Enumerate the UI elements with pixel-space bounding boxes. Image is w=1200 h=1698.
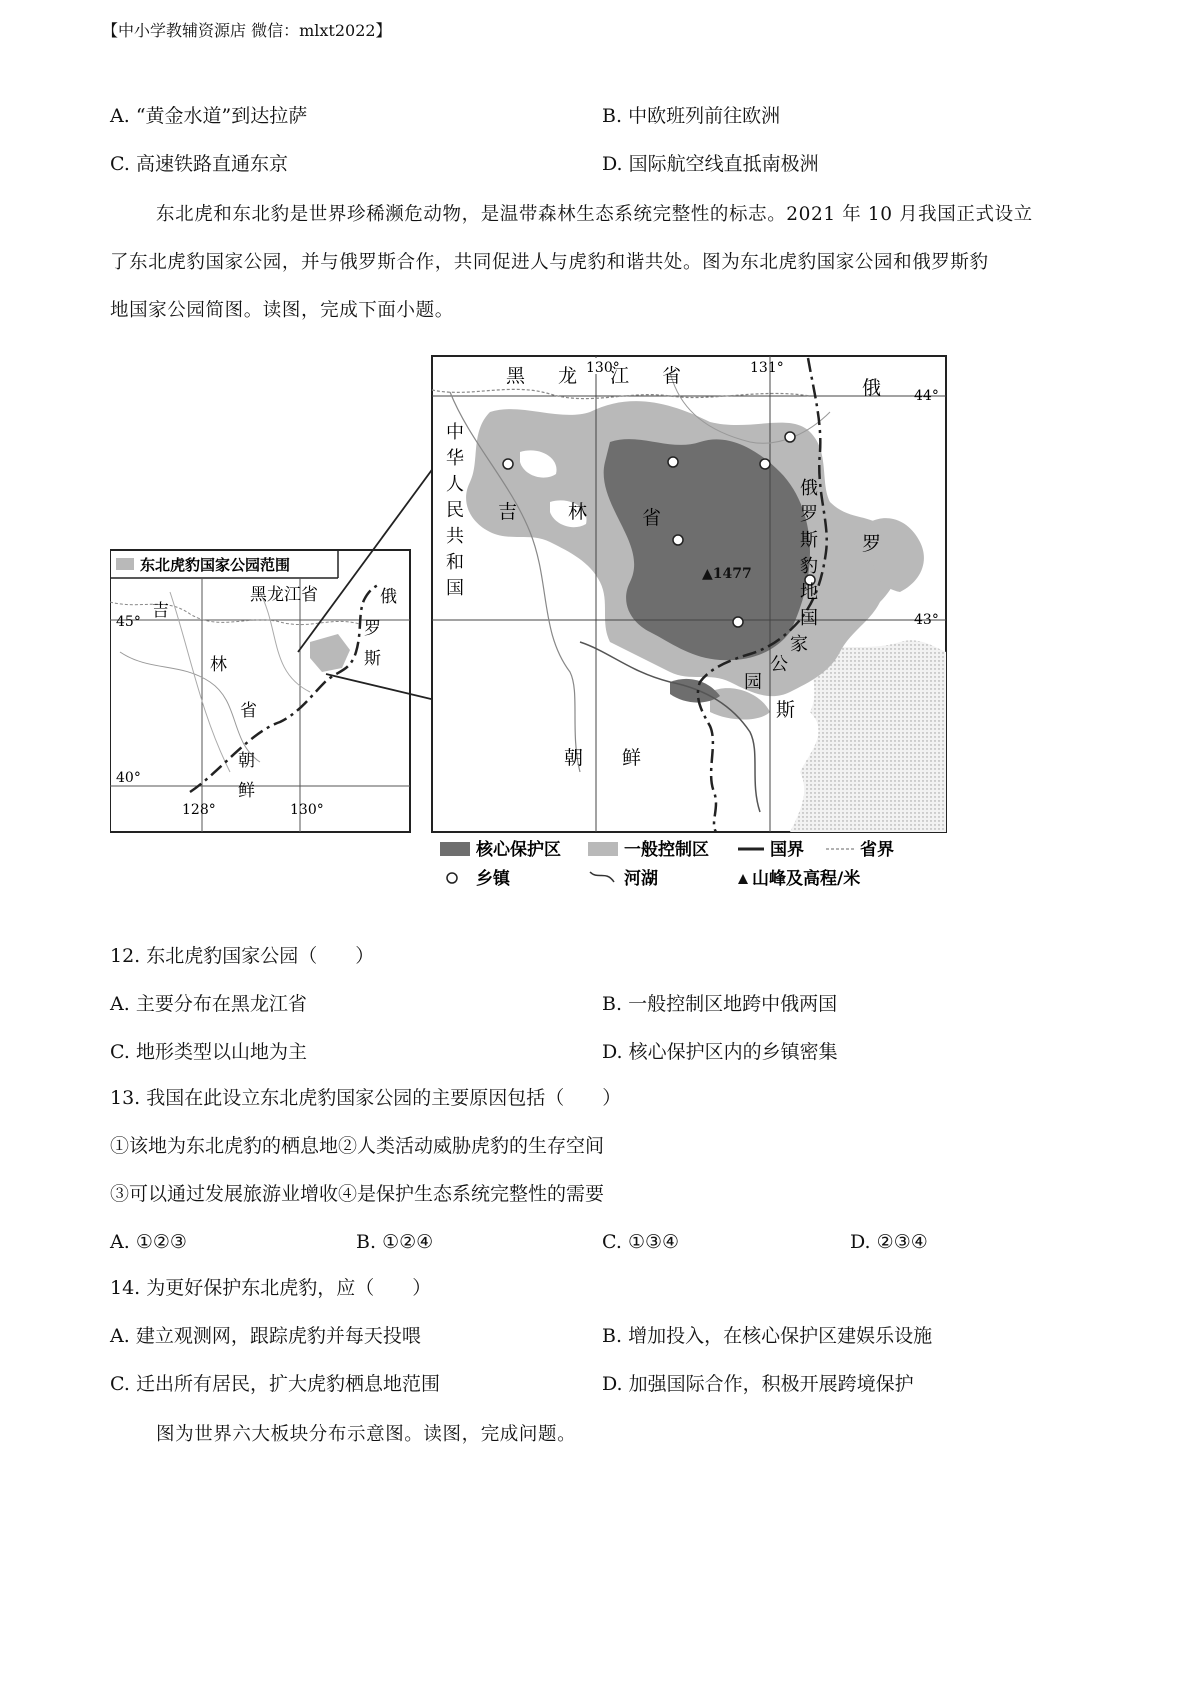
main-label-rp-3: 豹: [800, 556, 818, 577]
q12-option-d: [602, 1040, 838, 1064]
inset-label-luo: 罗: [364, 619, 381, 639]
main-label-lin: 林: [568, 501, 588, 523]
main-label-rp-1: 罗: [800, 504, 818, 525]
q13-option-c: [602, 1230, 679, 1254]
option-label: A.: [110, 105, 130, 127]
main-label-rp-4: 地: [800, 582, 818, 603]
intro-line-3: 地国家公园简图。读图，完成下面小题。: [110, 300, 454, 321]
inset-legend-title: 东北虎豹国家公园范围: [140, 556, 291, 574]
main-label-rp-7: 公: [770, 654, 788, 675]
option-label: A.: [110, 993, 130, 1015]
main-label-sheng1: 省: [662, 365, 682, 387]
option-text: 核心保护区内的乡镇密集: [628, 1041, 838, 1063]
q14-option-c: [110, 1372, 440, 1396]
option-label: D.: [602, 153, 623, 175]
town-marker: [503, 459, 513, 469]
peak-label: ▲1477: [702, 566, 752, 582]
q14-option-d: [602, 1372, 914, 1396]
map-legend: [440, 839, 894, 889]
legend-border-label: 国界: [770, 840, 804, 860]
intro-line-2: 了东北虎豹国家公园，并与俄罗斯合作，共同促进人与虎豹和谐共处。图为东北虎豹国家公园和俄罗斯豹: [110, 252, 989, 273]
header-watermark: 【中小学教辅资源店 微信：mlxt2022】: [102, 21, 392, 40]
option-label: D.: [602, 1041, 623, 1063]
town-marker: [668, 457, 678, 467]
option-text: ②③④: [876, 1231, 928, 1253]
main-lat-44: 44°: [914, 388, 939, 404]
inset-map: [110, 550, 410, 832]
legend-core-swatch: [440, 842, 470, 856]
main-label-china-0: 中: [446, 422, 464, 443]
legend-river-label: 河湖: [624, 869, 658, 889]
inset-label-lin: 林: [210, 655, 227, 675]
option-text: “黄金水道”到达拉萨: [135, 105, 308, 127]
town-marker: [785, 432, 795, 442]
option-text: 国际航空线直抵南极洲: [628, 153, 819, 175]
main-label-china-2: 人: [446, 474, 464, 495]
main-lat-43: 43°: [914, 612, 939, 628]
main-label-china-1: 华: [446, 448, 464, 469]
inset-lon-130: 130°: [290, 802, 324, 818]
main-label-sheng2: 省: [642, 507, 662, 529]
option-text: ①②③: [135, 1231, 187, 1253]
q13-stem: 13. 我国在此设立东北虎豹国家公园的主要原因包括（ ）: [110, 1087, 622, 1109]
main-label-jiang: 江: [610, 365, 630, 387]
option-text: 高速铁路直通东京: [135, 153, 288, 175]
inset-legend-swatch: [116, 558, 134, 570]
q14-option-b: [602, 1324, 932, 1348]
option-label: D.: [850, 1231, 871, 1253]
main-lon-130: 130°: [586, 360, 620, 376]
prev-option-d: [602, 152, 819, 176]
main-label-xian: 鲜: [622, 747, 642, 769]
main-label-rp-5: 国: [800, 608, 818, 629]
option-label: B.: [356, 1231, 377, 1253]
option-label: C.: [110, 153, 130, 175]
main-label-rp-6: 家: [790, 634, 808, 655]
legend-town-label: 乡镇: [476, 869, 510, 889]
option-label: B.: [602, 993, 623, 1015]
q13-option-d: [850, 1230, 928, 1254]
option-text: 增加投入，在核心保护区建娱乐设施: [628, 1325, 933, 1347]
town-marker: [760, 459, 770, 469]
main-label-rp-2: 斯: [800, 530, 818, 551]
option-text: 地形类型以山地为主: [135, 1041, 307, 1063]
legend-core-label: 核心保护区: [476, 840, 561, 860]
q12-option-c: [110, 1040, 307, 1064]
inset-label-si: 斯: [364, 649, 381, 669]
main-label-russia-1: 罗: [862, 533, 882, 555]
next-intro: 图为世界六大板块分布示意图。读图，完成问题。: [156, 1424, 577, 1445]
main-label-chao: 朝: [564, 747, 584, 769]
q12-option-b: [602, 992, 837, 1016]
main-label-china-4: 共: [446, 526, 464, 547]
legend-river-swatch: [590, 872, 614, 882]
prev-option-a: [110, 104, 307, 128]
main-label-china-6: 国: [446, 578, 464, 599]
town-marker: [733, 617, 743, 627]
legend-general-label: 一般控制区: [624, 840, 709, 860]
inset-lon-128: 128°: [182, 802, 216, 818]
inset-label-sheng: 省: [240, 701, 257, 721]
main-label-rp-0: 俄: [800, 478, 818, 499]
inset-label-xian: 鲜: [238, 781, 255, 801]
option-text: ①②④: [382, 1231, 434, 1253]
legend-province-label: 省界: [860, 840, 894, 860]
main-label-russia-2: 斯: [776, 699, 796, 721]
q12-option-a: [110, 992, 307, 1016]
q13-option-a: [110, 1230, 187, 1254]
inset-lat-45: 45°: [116, 614, 141, 630]
option-label: C.: [110, 1373, 130, 1395]
option-label: C.: [110, 1041, 130, 1063]
main-label-rp-8: 园: [744, 672, 762, 693]
legend-peak-icon: [738, 874, 748, 884]
main-label-ji: 吉: [498, 501, 518, 523]
option-label: A.: [110, 1325, 130, 1347]
option-label: C.: [602, 1231, 622, 1253]
option-text: 一般控制区地跨中俄两国: [628, 993, 838, 1015]
prev-option-b: [602, 104, 780, 128]
option-text: 建立观测网，跟踪虎豹并每天投喂: [135, 1325, 421, 1347]
main-label-russia-0: 俄: [862, 377, 882, 399]
main-label-hei: 黑: [506, 365, 526, 387]
park-map-figure: [110, 352, 950, 902]
q13-statement-2: ③可以通过发展旅游业增收④是保护生态系统完整性的需要: [110, 1183, 605, 1205]
main-label-china-3: 民: [446, 500, 464, 521]
town-marker: [673, 535, 683, 545]
option-text: 中欧班列前往欧洲: [628, 105, 781, 127]
q12-stem: 12. 东北虎豹国家公园（ ）: [110, 945, 375, 967]
option-label: D.: [602, 1373, 623, 1395]
q14-option-a: [110, 1324, 421, 1348]
inset-label-chao: 朝: [238, 751, 255, 771]
legend-general-swatch: [588, 842, 618, 856]
q13-option-b: [356, 1230, 433, 1254]
q13-statement-1: ①该地为东北虎豹的栖息地②人类活动威胁虎豹的生存空间: [110, 1135, 605, 1157]
main-lon-131: 131°: [750, 360, 784, 376]
park-map-svg: [110, 352, 950, 902]
option-text: ①③④: [627, 1231, 680, 1253]
option-text: 主要分布在黑龙江省: [135, 993, 307, 1015]
option-label: A.: [110, 1231, 130, 1253]
legend-town-swatch: [447, 873, 457, 883]
option-text: 加强国际合作，积极开展跨境保护: [628, 1373, 914, 1395]
option-text: 迁出所有居民，扩大虎豹栖息地范围: [135, 1373, 440, 1395]
inset-label-ji: 吉: [152, 601, 169, 621]
intro-line-1: 东北虎和东北豹是世界珍稀濒危动物，是温带森林生态系统完整性的标志。2021 年 10 月我国正式设立: [156, 204, 1033, 225]
inset-lat-40: 40°: [116, 770, 141, 786]
main-label-long: 龙: [558, 365, 578, 387]
prev-option-c: [110, 152, 288, 176]
option-label: B.: [602, 105, 623, 127]
inset-label-e: 俄: [380, 587, 397, 607]
main-label-china-5: 和: [446, 552, 464, 573]
option-label: B.: [602, 1325, 623, 1347]
inset-label-heilongjiang: 黑龙江省: [250, 585, 318, 605]
legend-peak-label: 山峰及高程/米: [752, 869, 861, 889]
q14-stem: 14. 为更好保护东北虎豹，应（ ）: [110, 1277, 432, 1299]
main-map: [432, 356, 946, 832]
